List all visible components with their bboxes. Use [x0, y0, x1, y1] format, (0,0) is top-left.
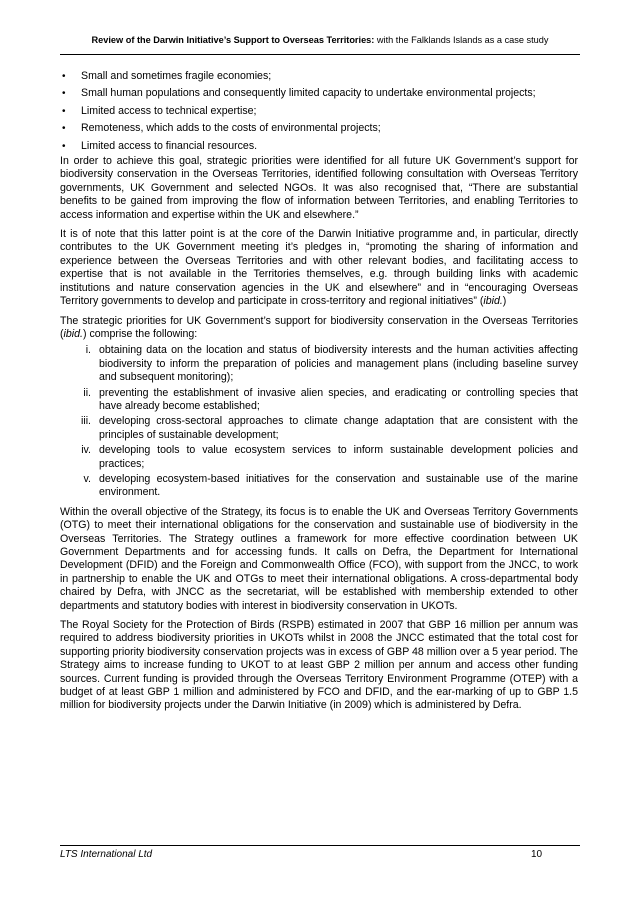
- priorities-list: [60, 344, 578, 499]
- header-title-bold: Review of the Darwin Initiative’s Support to Overseas Territories:: [91, 35, 375, 45]
- bullet-item: • Limited access to technical expertise;: [62, 104, 257, 117]
- page-header: [60, 34, 580, 46]
- page-number: 10: [531, 849, 543, 860]
- bullet-item: • Small and sometimes fragile economies;: [62, 70, 272, 82]
- paragraph-funding: The Royal Society for the Protection of Birds (RSPB) estimated in 2007 that GBP 16 million per annum was required to address biodiversity priorities in UKOTs whilst in 2008 the JNCC estimated that the total cost for supporting priority biodiversity conservation projects was in excess of GBP 48 million over a 5 year period. The Strategy aims to increase funding to UKOT to at least GBP 2 million per annum and access other funding sources. Current funding is provided through the Overseas Territory Environment Programme (OTEP) with a budget of at least GBP 1 million and administered by FCO and DFID, and the ear-marking of up to GBP 1.5 million for biodiversity projects under the Darwin Initiative (in 2009) which is administered by Defra.: [60, 619, 578, 712]
- bullet-item: • Remoteness, which adds to the costs of environmental projects;: [62, 122, 381, 135]
- priority-item: iv. developing tools to value ecosystem services to inform sustainable development policies and practices;: [81, 444, 578, 470]
- bullet-dot-icon: •: [62, 140, 66, 152]
- bullet-dot-icon: •: [62, 71, 66, 82]
- priority-item: ii. preventing the establishment of invasive alien species, and eradicating or controlling species that have already become established;: [83, 386, 578, 412]
- footer-rule: [60, 845, 580, 846]
- priority-item: i. obtaining data on the location and status of biodiversity interests and the human activities affecting biodiversity to inform the preparation of policies and management plans (including baseline survey and subsequent monitoring);: [85, 344, 578, 384]
- bullet-item: • Small human populations and consequently limited capacity to undertake environmental projects;: [62, 87, 536, 100]
- priority-item: iii. developing cross-sectoral approaches to climate change adaptation that are consistent with the principles of sustainable development;: [80, 415, 578, 441]
- bullet-dot-icon: •: [62, 105, 66, 117]
- bullet-dot-icon: •: [62, 88, 66, 100]
- footer-organisation: LTS International Ltd: [60, 849, 153, 860]
- header-title-rest: with the Falklands Islands as a case study: [374, 35, 549, 45]
- paragraph-goal: In order to achieve this goal, strategic priorities were identified for all future UK Government’s support for biodiversity conservation in the Overseas Territories, identified following consultation with Overseas Territory governments, UK Government and selected NGOs. It was also recognised that, “There are substantial benefits to be gained from improving the flow of information between Territories, and enabling Territories to access information and expertise within the UK and elsewhere.”: [60, 155, 578, 221]
- paragraph-strategic-priorities: The strategic priorities for UK Government’s support for biodiversity conservation in the Overseas Territories (ibid.) comprise the following:: [60, 314, 578, 340]
- priority-item: v. developing ecosystem-based initiatives for the conservation and sustainable use of the marine environment.: [83, 472, 578, 499]
- paragraph-strategy-objective: Within the overall objective of the Strategy, its focus is to enable the UK and Overseas Territory Governments (OTG) to meet their international obligations for the conservation and sustainable use of biodiversity in the Overseas Territories. The Strategy outlines a framework for more effective coordination between UK Government Departments and for accessing funds. It calls on Defra, the Department for International Development (DFID) and the Foreign and Commonwealth Office (FCO), with support from the JNCC, to work in partnership to enable the UK and OTGs to meet their international obligations. A cross-departmental body chaired by Defra, with JNCC as the secretariat, will be established with membership extended to other departments and statutory bodies with interest in biodiversity conservation in UKOTs.: [60, 505, 578, 612]
- page-body: [60, 70, 578, 719]
- header-rule: [60, 54, 580, 55]
- paragraph-darwin-core: It is of note that this latter point is at the core of the Darwin Initiative programme and, in particular, directly contributes to the UK Government meeting it’s pledges in, “promoting the sharing of information and experience between the Overseas Territories and with other relevant bodies, and facilitating access to expertise that is not available in the Territories themselves, e.g. through building links with academic institutions and nature conservation agencies in the UK and elsewhere” and in “encouraging Overseas Territory governments to develop and participate in cross-territory and regional initiatives” (ibid.): [60, 228, 578, 308]
- bullet-item: • Limited access to financial resources.: [62, 139, 258, 152]
- constraints-bullet-list: [60, 70, 578, 153]
- bullet-dot-icon: •: [62, 123, 66, 135]
